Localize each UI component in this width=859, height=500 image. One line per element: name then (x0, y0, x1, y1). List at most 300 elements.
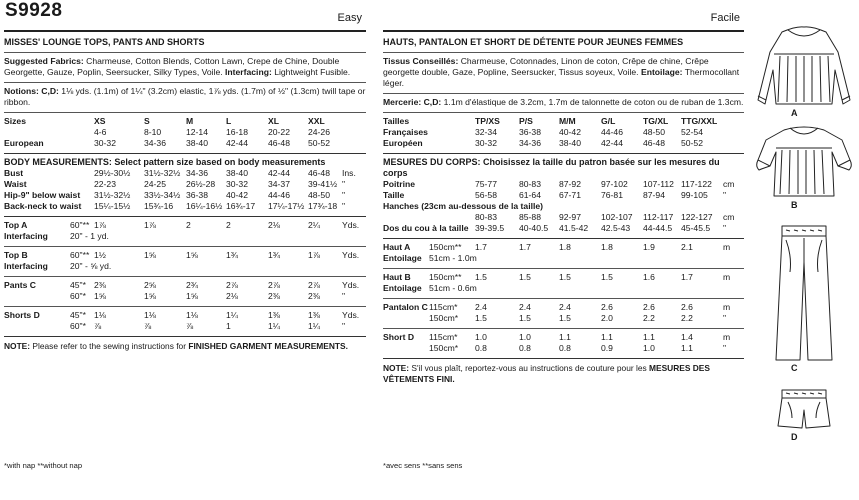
yardage-cell: 1⅝ (186, 291, 198, 301)
fabric-width: 115cm* (429, 302, 458, 312)
fabrics-paragraph-fr (383, 56, 744, 89)
unit-label: m (723, 242, 731, 252)
yardage-cell: 1¾ (226, 250, 238, 260)
size-cell: XXL (308, 116, 325, 126)
row-label: Européen (383, 138, 423, 148)
size-cell: 46-48 (268, 138, 290, 148)
size-table-fr (383, 116, 744, 149)
yardage-cell: 1⅛ (144, 310, 156, 320)
yardage-cell: 1.5 (601, 272, 613, 282)
measurement-cell: 29½-30½ (94, 168, 131, 178)
yardage-cell: 1.0 (519, 332, 531, 342)
yardage-cell: 2⅞ (268, 280, 280, 290)
measurement-label: Hanches (23cm au-dessous de la taille) (383, 201, 543, 211)
yardage-cell: 2.6 (643, 302, 655, 312)
fabric-width: 20" - 1 yd. (70, 231, 109, 241)
yardage-cell: 1⅞ (308, 250, 320, 260)
measurement-cell: 102-107 (601, 212, 633, 222)
pattern-title: MISSES' LOUNGE TOPS, PANTS AND SHORTS (4, 37, 205, 47)
yardage-cell: 1 (226, 321, 231, 331)
fabric-width: 45"* (70, 310, 86, 320)
yardage-cell: 1.5 (475, 272, 487, 282)
yardage-cell: 2⅜ (308, 291, 320, 301)
yardage-cell: 2⅜ (94, 280, 106, 290)
size-cell: 16-18 (226, 127, 248, 137)
measurement-row (383, 179, 744, 190)
size-cell: TG/XL (643, 116, 669, 126)
measurement-label: Hip-9" below waist (4, 190, 81, 200)
yardage-row (4, 250, 366, 261)
yardage-row (4, 231, 366, 242)
measurement-cell: 34-37 (268, 179, 290, 189)
yardage-row (383, 283, 744, 294)
yardage-cell: 2.6 (601, 302, 613, 312)
measurement-cell: 34-36 (186, 168, 208, 178)
fabric-width: 60"* (70, 291, 86, 301)
garment-note (4, 341, 366, 352)
divider (383, 93, 744, 94)
yardage-cell: 1.5 (559, 272, 571, 282)
divider (4, 276, 366, 277)
size-cell: TTG/XXL (681, 116, 718, 126)
measurement-cell: 40-40.5 (519, 223, 549, 233)
measurement-cell: 40-42 (226, 190, 248, 200)
size-cell: M (186, 116, 194, 126)
divider (383, 238, 744, 239)
measurement-row (4, 179, 366, 190)
european-sizes-row (4, 138, 366, 149)
size-cell: 30-32 (475, 138, 497, 148)
divider (4, 306, 366, 307)
yardage-cell: 1⅞ (144, 220, 156, 230)
fabric-width: 60"** (70, 220, 90, 230)
measurement-label: Dos du cou à la taille (383, 223, 469, 233)
yardage-cell: 1.8 (559, 242, 571, 252)
row-label: Sizes (4, 116, 26, 126)
measurement-label: Poitrine (383, 179, 415, 189)
notions-text-fr: 1.1m d'élastique de 3.2cm, 1.7m de talonnette de coton ou de ruban de 1.3cm. (441, 97, 744, 107)
yardage-cell: 1⅛ (186, 310, 198, 320)
size-cell: 34-36 (519, 138, 541, 148)
garment-sketches (752, 0, 858, 498)
row-label: Françaises (383, 127, 428, 137)
unit-label: " (342, 201, 346, 211)
yardage-label: Short D (383, 332, 415, 342)
us-sizes-row (4, 127, 366, 138)
yardage-cell: 2.6 (681, 302, 693, 312)
yardage-cell: 1.6 (643, 272, 655, 282)
size-cell: 48-50 (643, 127, 665, 137)
footnote-fr: *avec sens **sans sens (383, 461, 463, 470)
measurement-cell: 46-48 (308, 168, 330, 178)
measurement-cell: 122-127 (681, 212, 713, 222)
divider (4, 82, 366, 83)
measurement-cell: 39-39.5 (475, 223, 505, 233)
measurement-cell: 107-112 (643, 179, 674, 189)
difficulty-level: Easy (337, 12, 362, 24)
yardage-row (383, 302, 744, 313)
fabric-width: 51cm - 1.0m (429, 253, 477, 263)
measurement-cell: 76-81 (601, 190, 623, 200)
yardage-table (4, 220, 366, 337)
measurement-cell: 17¾-18 (308, 201, 338, 211)
measurement-cell: 30-32 (226, 179, 248, 189)
size-cell: 38-40 (559, 138, 581, 148)
unit-label: Yds. (342, 250, 360, 260)
yardage-cell: 2.2 (643, 313, 655, 323)
size-cell: XS (94, 116, 106, 126)
measurement-cell: 75-77 (475, 179, 497, 189)
yardage-cell: 1⅞ (94, 220, 106, 230)
notions-label-fr: Mercerie: C,D: (383, 97, 442, 107)
yardage-cell: 1.5 (519, 313, 531, 323)
yardage-cell: 1.1 (559, 332, 571, 342)
measurement-label: Taille (383, 190, 405, 200)
divider (4, 153, 366, 154)
yardage-cell: 1¼ (268, 321, 280, 331)
measurement-cell: 15¼-15½ (94, 201, 131, 211)
measurement-cell: 39-41½ (308, 179, 338, 189)
note-label-fr: NOTE: (383, 363, 410, 373)
size-cell: 30-32 (94, 138, 116, 148)
size-cell: 32-34 (475, 127, 497, 137)
unit-label: Yds. (342, 280, 360, 290)
yardage-label: Interfacing (4, 231, 48, 241)
footnote: *with nap **without nap (4, 461, 83, 470)
divider (4, 246, 366, 247)
note-bold: FINISHED GARMENT MEASUREMENTS. (188, 341, 348, 351)
unit-label: " (342, 291, 346, 301)
yardage-cell: 1.5 (559, 313, 571, 323)
measurement-cell: 117-122 (681, 179, 712, 189)
measurement-row (383, 201, 744, 212)
yardage-row (4, 321, 366, 332)
yardage-cell: 1⅝ (144, 250, 156, 260)
measurement-cell: 16¼-16½ (186, 201, 223, 211)
yardage-cell: 2⅛ (226, 291, 238, 301)
yardage-label: Pantalon C (383, 302, 428, 312)
size-cell: 40-42 (559, 127, 581, 137)
size-cell: 52-54 (681, 127, 703, 137)
measurement-cell: 44-44.5 (643, 223, 673, 233)
yardage-cell: 2¼ (308, 220, 320, 230)
measurement-cell: 44-46 (268, 190, 290, 200)
size-cell: 42-44 (601, 138, 623, 148)
yardage-label: Top B (4, 250, 28, 260)
yardage-label: Entoilage (383, 283, 422, 293)
english-header (4, 0, 366, 32)
size-cell: P/S (519, 116, 533, 126)
unit-label: m (723, 332, 731, 342)
measurement-cell: 17¼-17½ (268, 201, 305, 211)
yardage-table-fr (383, 242, 744, 359)
yardage-cell: 0.8 (475, 343, 487, 353)
notions-text: 1⅛ yds. (1.1m) of 1¼" (3.2cm) elastic, 1⅞ yds. (1.7m) of ½" (1.3cm) twill tape or ribbon. (4, 86, 366, 107)
fabric-width: 60"* (70, 321, 86, 331)
measurement-cell: 31½-32½ (94, 190, 131, 200)
fabric-width: 150cm* (429, 313, 459, 323)
unit-label: " (342, 179, 346, 189)
yardage-cell: 0.8 (559, 343, 571, 353)
view-b-label: B (791, 200, 798, 210)
measurement-cell: 38-40 (226, 168, 248, 178)
yardage-cell: 1¼ (308, 321, 320, 331)
measurement-row (4, 190, 366, 201)
size-cell: G/L (601, 116, 616, 126)
divider (383, 268, 744, 269)
body-measurements-title: BODY MEASUREMENTS: Select pattern size based on body measurements (4, 157, 326, 167)
fabrics-text: Charmeuse, Cotton Blends, Cotton Lawn, Crepe de Chine, Double Georgette, Gauze, Poplin, Seersucker, Silky Types, Voile. (4, 56, 340, 77)
yardage-cell: 1¾ (268, 250, 280, 260)
size-table (4, 116, 366, 149)
english-column (4, 0, 366, 470)
measurement-label: Back-neck to waist (4, 201, 82, 211)
yardage-cell: 2⅝ (144, 280, 156, 290)
yardage-row (383, 343, 744, 354)
view-d-label: D (791, 432, 798, 442)
divider (4, 52, 366, 53)
yardage-cell: ⅞ (144, 321, 152, 331)
body-measurements-table-fr (383, 179, 744, 234)
yardage-label: Haut A (383, 242, 411, 252)
measurement-cell: 16¾-17 (226, 201, 256, 211)
unit-label: " (723, 190, 727, 200)
yardage-cell: 2.1 (681, 242, 693, 252)
fabrics-paragraph (4, 56, 366, 78)
unit-label: m (723, 272, 731, 282)
measurement-label: Waist (4, 179, 27, 189)
measurement-cell: 42-44 (268, 168, 290, 178)
size-cell: 8-10 (144, 127, 162, 137)
yardage-cell: 1.7 (475, 242, 487, 252)
yardage-cell: 2.4 (559, 302, 571, 312)
size-cell: L (226, 116, 232, 126)
notions-label: Notions: C,D: (4, 86, 59, 96)
measurement-cell: 87-92 (559, 179, 581, 189)
size-cell: 36-38 (519, 127, 541, 137)
yardage-cell: 2⅞ (226, 280, 238, 290)
difficulty-level-fr: Facile (710, 12, 740, 24)
body-measurements-title-fr: MESURES DU CORPS: Choisissez la taille du patron basée sur les mesures du corps (383, 157, 720, 178)
yardage-cell: 1.0 (475, 332, 487, 342)
sizes-header-row (4, 116, 366, 127)
fabric-width: 45"* (70, 280, 86, 290)
yardage-cell: ⅞ (186, 321, 194, 331)
size-cell: 34-36 (144, 138, 166, 148)
yardage-cell: 2.2 (681, 313, 693, 323)
divider (383, 112, 744, 113)
yardage-cell: 1.0 (643, 343, 655, 353)
divider (383, 358, 744, 359)
note-bold-fr: MESURES DES VÊTEMENTS FINI. (383, 363, 710, 384)
measurement-cell: 56-58 (475, 190, 497, 200)
yardage-cell: ⅞ (94, 321, 102, 331)
yardage-row (383, 313, 744, 324)
yardage-cell: 1⅝ (94, 291, 106, 301)
yardage-cell: 2¾ (186, 280, 198, 290)
yardage-label: Interfacing (4, 261, 48, 271)
fabric-width: 51cm - 0.6m (429, 283, 477, 293)
unit-label: " (342, 190, 346, 200)
yardage-cell: 1⅛ (94, 310, 106, 320)
yardage-cell: 2.0 (601, 313, 613, 323)
yardage-cell: 1½ (94, 250, 106, 260)
size-cell: 38-40 (186, 138, 208, 148)
french-header (383, 0, 744, 32)
fabrics-label: Suggested Fabrics: (4, 56, 84, 66)
interfacing-label: Interfacing: (225, 67, 272, 77)
yardage-row (383, 332, 744, 343)
yardage-row (383, 272, 744, 283)
view-c-label: C (791, 363, 798, 373)
unit-label: Yds. (342, 220, 360, 230)
fabric-width: 20" - ⅝ yd. (70, 261, 112, 271)
notions-paragraph-fr (383, 97, 744, 108)
size-cell: 46-48 (643, 138, 665, 148)
yardage-cell: 1.1 (643, 332, 655, 342)
yardage-row (4, 310, 366, 321)
unit-label: cm (723, 179, 735, 189)
yardage-cell: 1.9 (643, 242, 655, 252)
technical-drawings (752, 0, 858, 498)
yardage-cell: 2 (186, 220, 191, 230)
size-cell: 4-6 (94, 127, 107, 137)
yardage-cell: 1⅜ (268, 310, 280, 320)
unit-label: " (723, 343, 727, 353)
unit-label: " (342, 321, 346, 331)
size-cell: 44-46 (601, 127, 623, 137)
yardage-label: Pants C (4, 280, 36, 290)
note-label: NOTE: (4, 341, 31, 351)
yardage-cell: 2.4 (475, 302, 487, 312)
measurement-cell: 31½-32½ (144, 168, 181, 178)
measurement-row (383, 212, 744, 223)
measurement-cell: 26½-28 (186, 179, 216, 189)
yardage-cell: 1.8 (601, 242, 613, 252)
yardage-cell: 1⅝ (144, 291, 156, 301)
yardage-cell: 1⅝ (186, 250, 198, 260)
interfacing-label-fr: Entoilage: (640, 67, 683, 77)
fabric-width: 60"** (70, 250, 90, 260)
fr-sizes-row (383, 127, 744, 138)
view-c-drawing (776, 226, 832, 360)
yardage-cell: 1.1 (601, 332, 613, 342)
interfacing-text-fr: Thermocollant léger. (383, 67, 740, 88)
measurement-row (383, 190, 744, 201)
measurement-label: Bust (4, 168, 24, 178)
measurement-row (4, 201, 366, 212)
divider (383, 52, 744, 53)
yardage-row (383, 242, 744, 253)
yardage-cell: 2.4 (519, 302, 531, 312)
yardage-row (4, 291, 366, 302)
measurement-cell: 97-102 (601, 179, 628, 189)
yardage-row (4, 220, 366, 231)
fabric-width: 150cm* (429, 343, 459, 353)
yardage-label: Top A (4, 220, 28, 230)
divider (4, 336, 366, 337)
measurement-cell: 41.5-42 (559, 223, 589, 233)
yardage-label: Shorts D (4, 310, 40, 320)
measurement-cell: 24-25 (144, 179, 166, 189)
view-b-drawing (757, 127, 852, 196)
size-cell: M/M (559, 116, 576, 126)
yardage-cell: 1.5 (475, 313, 487, 323)
measurement-cell: 112-117 (643, 212, 674, 222)
divider (383, 328, 744, 329)
measurement-cell: 22-23 (94, 179, 116, 189)
unit-label: Yds. (342, 310, 360, 320)
size-cell: 20-22 (268, 127, 290, 137)
size-cell: 24-26 (308, 127, 330, 137)
fabric-width: 150cm** (429, 272, 462, 282)
measurement-cell: 87-94 (643, 190, 665, 200)
yardage-cell: 2⅛ (268, 220, 280, 230)
measurement-cell: 42.5-43 (601, 223, 631, 233)
fabric-width: 150cm** (429, 242, 462, 252)
fabric-width: 115cm* (429, 332, 458, 342)
yardage-row (383, 253, 744, 264)
yardage-cell: 1.7 (519, 242, 531, 252)
yardage-cell: 1.5 (519, 272, 531, 282)
measurement-cell: 80-83 (475, 212, 497, 222)
measurement-cell: 33½-34½ (144, 190, 181, 200)
measurement-cell: 92-97 (559, 212, 581, 222)
interfacing-text: Lightweight Fusible. (271, 67, 351, 77)
yardage-row (4, 261, 366, 272)
yardage-cell: 1⅜ (308, 310, 320, 320)
size-cell: 50-52 (308, 138, 330, 148)
measurement-cell: 99-105 (681, 190, 708, 200)
row-label: Tailles (383, 116, 410, 126)
fabrics-text-fr: Charmeuse, Cotonnades, Linon de coton, Crêpe de chine, Crêpe georgette double, Gaze, Popline, Seersucker, Tissus soyeux, Voile. (383, 56, 709, 77)
yardage-cell: 2 (226, 220, 231, 230)
view-d-drawing (778, 390, 830, 428)
yardage-cell: 2⅜ (268, 291, 280, 301)
divider (383, 298, 744, 299)
divider (4, 112, 366, 113)
size-cell: 42-44 (226, 138, 248, 148)
divider (4, 216, 366, 217)
measurement-row (4, 168, 366, 179)
pattern-code: S9928 (5, 0, 63, 21)
unit-label: " (723, 313, 727, 323)
row-label: European (4, 138, 44, 148)
unit-label: cm (723, 212, 735, 222)
yardage-row (4, 280, 366, 291)
unit-label: " (723, 223, 727, 233)
unit-label: m (723, 302, 731, 312)
measurement-row (383, 223, 744, 234)
view-a-label: A (791, 108, 798, 118)
divider (383, 153, 744, 154)
yardage-label: Haut B (383, 272, 411, 282)
measurement-cell: 61-64 (519, 190, 541, 200)
measurement-cell: 15¾-16 (144, 201, 174, 211)
pattern-title-fr: HAUTS, PANTALON ET SHORT DE DÉTENTE POUR JEUNES FEMMES (383, 37, 684, 47)
yardage-cell: 1.7 (681, 272, 693, 282)
measurement-cell: 85-88 (519, 212, 541, 222)
yardage-cell: 1.4 (681, 332, 693, 342)
french-column (383, 0, 744, 470)
measurement-cell: 80-83 (519, 179, 541, 189)
yardage-cell: 0.8 (519, 343, 531, 353)
fabrics-label-fr: Tissus Conseillés: (383, 56, 459, 66)
size-cell: S (144, 116, 150, 126)
size-cell: 50-52 (681, 138, 703, 148)
yardage-cell: 1¼ (226, 310, 238, 320)
eu-sizes-row (383, 138, 744, 149)
